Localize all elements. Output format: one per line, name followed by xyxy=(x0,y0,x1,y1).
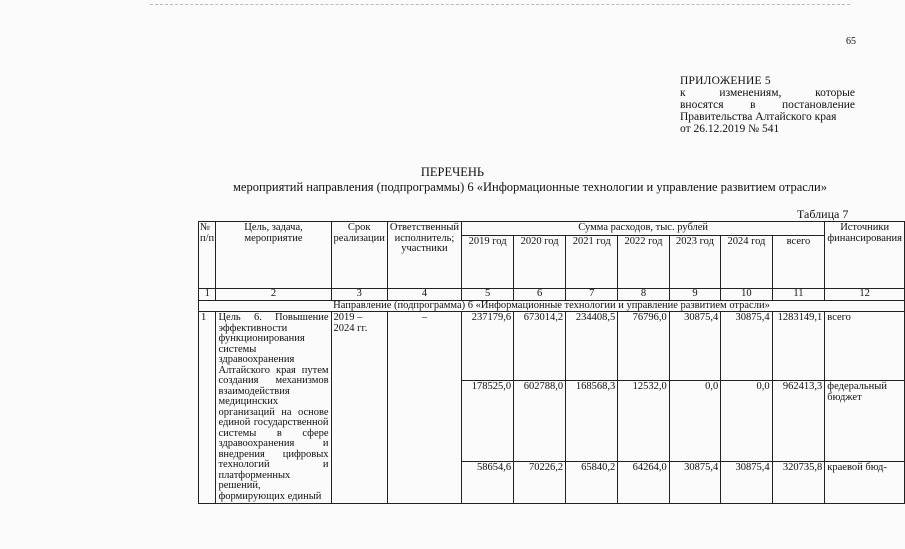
column-numbers-row xyxy=(199,289,905,301)
value-cell: 64264,0 xyxy=(618,461,669,503)
header-source: Источники финансирования xyxy=(825,222,905,289)
value-cell: 673014,2 xyxy=(514,312,566,381)
source-cell: всего xyxy=(825,312,905,381)
col-number: 2 xyxy=(216,289,331,301)
header-year-2021: 2021 год xyxy=(566,235,618,289)
page-number: 65 xyxy=(846,36,856,47)
header-term: Срок реализации xyxy=(331,222,387,289)
header-goal: Цель, задача, мероприятие xyxy=(216,222,331,289)
row-responsible: – xyxy=(387,312,461,504)
col-number: 5 xyxy=(462,289,514,301)
col-number: 8 xyxy=(618,289,669,301)
value-cell: 76796,0 xyxy=(618,312,669,381)
document-title: ПЕРЕЧЕНЬ xyxy=(420,165,485,179)
row-num: 1 xyxy=(199,312,216,504)
value-cell: 234408,5 xyxy=(566,312,618,381)
col-number: 12 xyxy=(825,289,905,301)
value-cell: 320735,8 xyxy=(772,461,825,503)
col-number: 3 xyxy=(331,289,387,301)
value-cell: 1283149,1 xyxy=(772,312,825,381)
col-number: 1 xyxy=(199,289,216,301)
value-cell: 962413,3 xyxy=(772,381,825,462)
header-row-1 xyxy=(199,222,905,236)
row-goal: Цель 6. Повышение эффективности функционирования системы здравоохранения Алтайского края путем создания механизмов взаимодействия медицинских организаций на основе единой государственной системы в сфере здравоохранения и внедрения цифровых технологий и платформенных решений, формирующих единый xyxy=(216,312,331,504)
value-cell: 30875,4 xyxy=(669,312,720,381)
document-subtitle: мероприятий направления (подпрограммы) 6 «Информационные технологии и управление развитием отрасли» xyxy=(233,180,827,194)
col-number: 11 xyxy=(772,289,825,301)
col-number: 7 xyxy=(566,289,618,301)
value-cell: 70226,2 xyxy=(514,461,566,503)
row-term: 2019 – 2024 гг. xyxy=(331,312,387,504)
value-cell: 602788,0 xyxy=(514,381,566,462)
header-sum: Сумма расходов, тыс. рублей xyxy=(462,222,825,236)
appendix-line-2: вносятся в постановление xyxy=(680,99,855,111)
col-number: 10 xyxy=(721,289,772,301)
value-cell: 30875,4 xyxy=(721,312,772,381)
col-number: 6 xyxy=(514,289,566,301)
direction-title: Направление (подпрограмма) 6 «Информационные технологии и управление развитием отрасли» xyxy=(199,300,905,312)
value-cell: 0,0 xyxy=(721,381,772,462)
table-label: Таблица 7 xyxy=(797,207,849,221)
value-cell: 65840,2 xyxy=(566,461,618,503)
value-cell: 168568,3 xyxy=(566,381,618,462)
appendix-line-4: от 26.12.2019 № 541 xyxy=(680,123,780,135)
table-row xyxy=(199,312,905,381)
appendix-title: ПРИЛОЖЕНИЕ 5 xyxy=(680,75,771,87)
measures-table xyxy=(198,221,905,504)
direction-row xyxy=(199,300,905,312)
value-cell: 58654,6 xyxy=(462,461,514,503)
col-number: 9 xyxy=(669,289,720,301)
value-cell: 0,0 xyxy=(669,381,720,462)
value-cell: 12532,0 xyxy=(618,381,669,462)
header-year-2020: 2020 год xyxy=(514,235,566,289)
source-cell: федеральный бюджет xyxy=(825,381,905,462)
value-cell: 30875,4 xyxy=(721,461,772,503)
header-total: всего xyxy=(772,235,825,289)
header-year-2022: 2022 год xyxy=(618,235,669,289)
value-cell: 178525,0 xyxy=(462,381,514,462)
source-cell: краевой бюд- xyxy=(825,461,905,503)
col-number: 4 xyxy=(387,289,461,301)
appendix-line-1: к изменениям, которые xyxy=(680,87,855,99)
header-year-2023: 2023 год xyxy=(669,235,720,289)
value-cell: 30875,4 xyxy=(669,461,720,503)
header-year-2019: 2019 год xyxy=(462,235,514,289)
header-year-2024: 2024 год xyxy=(721,235,772,289)
scan-edge-line xyxy=(150,4,850,6)
header-num: № п/п xyxy=(199,222,216,289)
value-cell: 237179,6 xyxy=(462,312,514,381)
appendix-line-3: Правительства Алтайского края xyxy=(680,111,837,123)
appendix-block xyxy=(680,75,855,135)
header-responsible: Ответственный исполнитель; участники xyxy=(387,222,461,289)
